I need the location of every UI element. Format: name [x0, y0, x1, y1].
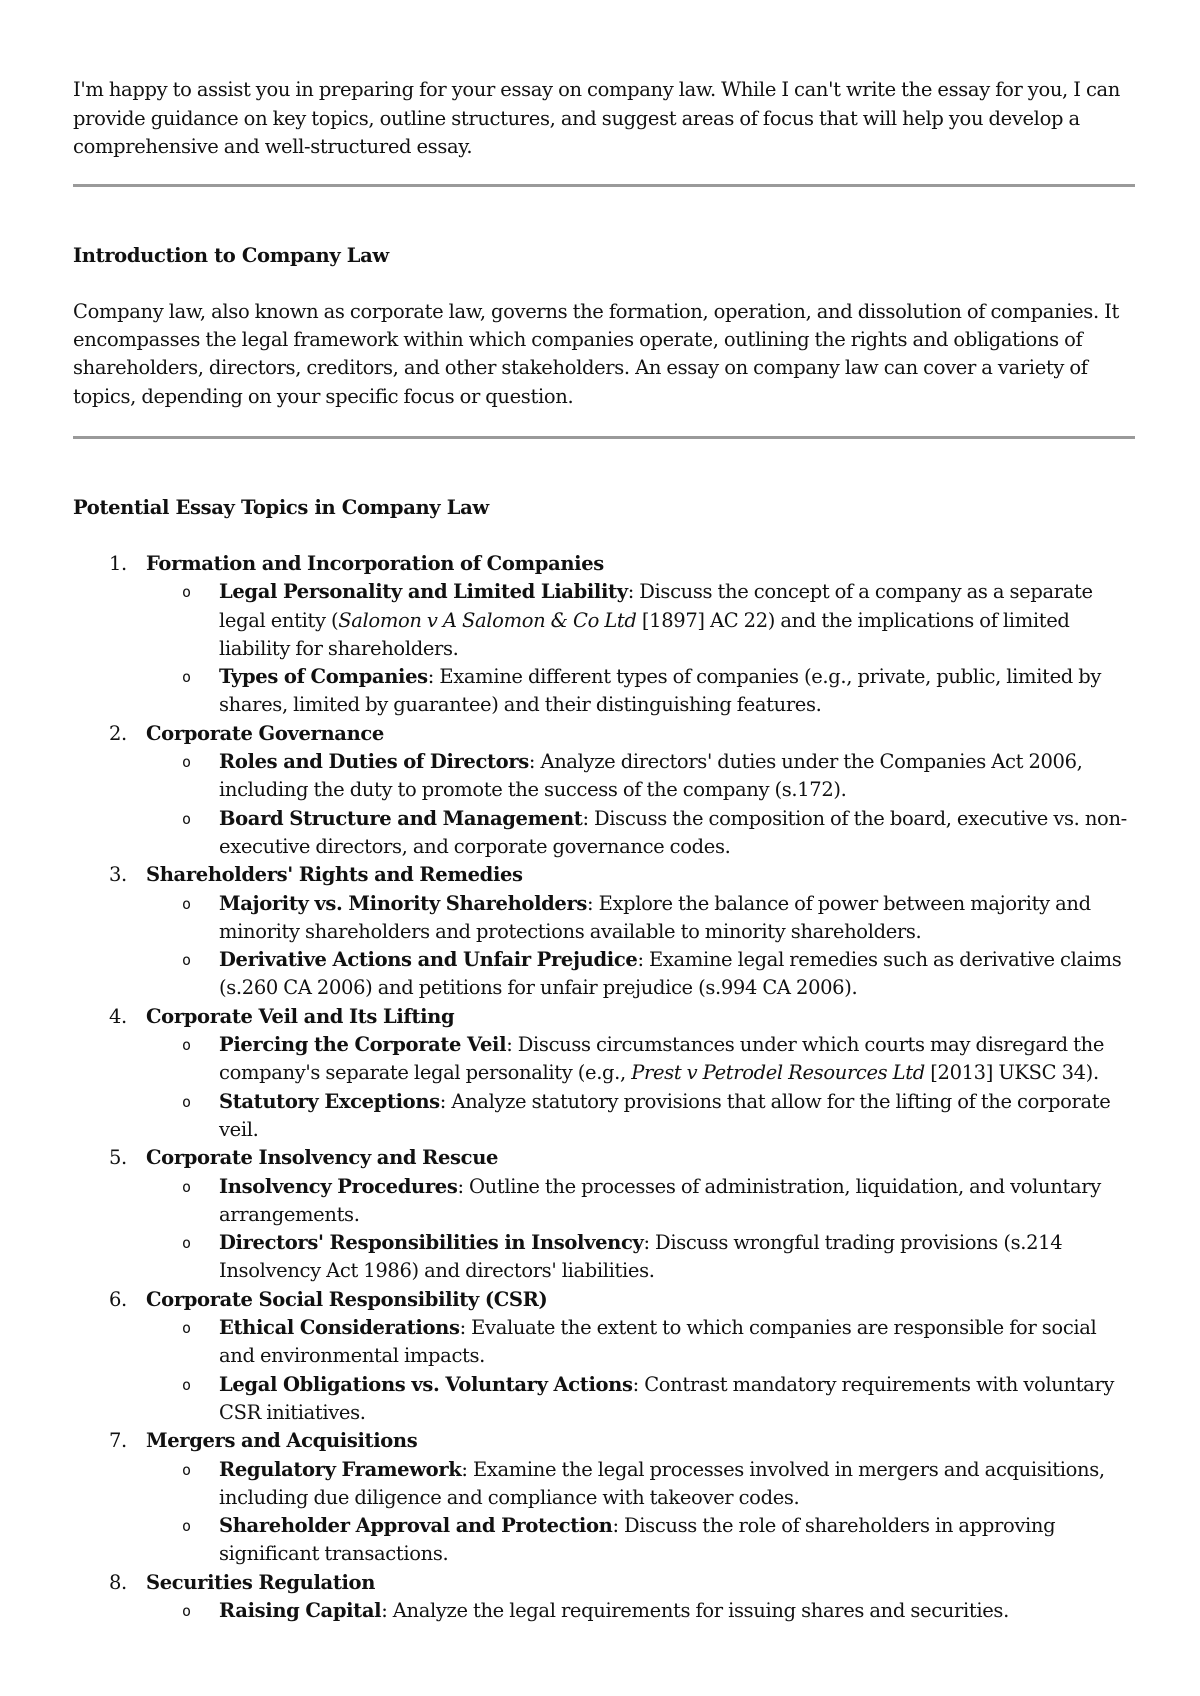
- topic-number: 4.: [109, 1004, 127, 1028]
- topic-number: 5.: [109, 1146, 127, 1170]
- topic-item: [73, 1286, 1135, 1427]
- subtopic-text: : Discuss the concept of a company as a separate legal entity (: [219, 580, 1093, 632]
- introduction-paragraph: Company law, also known as corporate law, governs the formation, operation, and dissolution of companies. It encompasses the legal framework within which companies operate, outlining the rights and obligations of shareholders, directors, creditors, and other stakeholders. An essay on company law can cover a variety of topics, depending on your specific focus or question.: [73, 300, 1119, 408]
- subtopic-list: [146, 1597, 1135, 1625]
- subtopic-item: [146, 1173, 1135, 1230]
- bullet-icon: o: [182, 894, 191, 913]
- subtopic-title: Types of Companies: [219, 665, 428, 689]
- subtopic-list: [146, 1031, 1135, 1144]
- subtopic-list: [146, 1173, 1135, 1286]
- subtopic-title: Majority vs. Minority Shareholders: [219, 891, 588, 915]
- bullet-icon: o: [182, 1177, 191, 1196]
- topic-number: 1.: [109, 552, 127, 575]
- subtopic-text: : Analyze the legal requirements for issuing shares and securities.: [381, 1598, 1009, 1622]
- subtopic-title: Roles and Duties of Directors: [219, 750, 529, 774]
- topic-title: Corporate Insolvency and Rescue: [146, 1146, 499, 1170]
- topic-item: [73, 1003, 1135, 1144]
- bullet-icon: o: [182, 1375, 191, 1394]
- bullet-icon: o: [182, 809, 191, 828]
- subtopic-title: Regulatory Framework: [219, 1457, 462, 1481]
- topic-title: Mergers and Acquisitions: [146, 1429, 418, 1453]
- subtopic-title: Derivative Actions and Unfair Prejudice: [219, 948, 638, 972]
- topic-item: [73, 1427, 1135, 1568]
- divider: [73, 184, 1135, 187]
- topic-title: Shareholders' Rights and Remedies: [146, 863, 523, 887]
- bullet-icon: o: [182, 1601, 191, 1620]
- subtopic-title: Insolvency Procedures: [219, 1174, 458, 1198]
- subtopic-title: Piercing the Corporate Veil: [219, 1033, 507, 1057]
- subtopic-item: [146, 890, 1135, 947]
- intro-paragraph: I'm happy to assist you in preparing for your essay on company law. While I can't write the essay for you, I can provide guidance on key topics, outline structures, and suggest areas of focus that will help you develop a comprehensive and well-structured essay.: [73, 78, 1121, 158]
- subtopic-item: [146, 1031, 1135, 1088]
- bullet-icon: o: [182, 951, 191, 970]
- subtopic-title: Legal Personality and Limited Liability: [219, 580, 628, 604]
- case-citation: Prest v Petrodel Resources Ltd: [631, 1061, 925, 1085]
- subtopic-title: Shareholder Approval and Protection: [219, 1514, 613, 1538]
- topic-title: Corporate Governance: [146, 721, 384, 745]
- subtopic-item: [146, 1371, 1135, 1428]
- topic-item: [73, 1569, 1135, 1626]
- subtopic-list: [146, 1314, 1135, 1427]
- bullet-icon: o: [182, 1036, 191, 1055]
- subtopic-list: [146, 748, 1135, 861]
- topic-number: 2.: [109, 721, 127, 745]
- bullet-icon: o: [182, 583, 191, 602]
- subtopic-item: [146, 805, 1135, 862]
- section-heading-topics: Potential Essay Topics in Company Law: [73, 496, 489, 519]
- subtopic-item: [146, 1088, 1135, 1145]
- subtopic-title: Legal Obligations vs. Voluntary Actions: [219, 1372, 633, 1396]
- topic-item: [73, 550, 1135, 720]
- subtopic-title: Directors' Responsibilities in Insolvency: [219, 1231, 644, 1255]
- topic-item: [73, 720, 1135, 861]
- subtopic-item: [146, 1512, 1135, 1569]
- subtopic-text: : Contrast mandatory requirements with voluntary CSR initiatives.: [219, 1372, 1115, 1424]
- bullet-icon: o: [182, 1460, 191, 1479]
- topic-title: Formation and Incorporation of Companies: [146, 552, 604, 575]
- subtopic-title: Ethical Considerations: [219, 1316, 460, 1340]
- topic-number: 7.: [109, 1429, 127, 1453]
- case-citation: Salomon v A Salomon & Co Ltd: [338, 608, 637, 632]
- subtopic-text-continued: [2013] UKSC 34).: [924, 1061, 1099, 1085]
- subtopic-item: [146, 663, 1135, 720]
- subtopic-text: : Analyze statutory provisions that allow for the lifting of the corporate veil.: [219, 1089, 1111, 1141]
- subtopic-item: [146, 1229, 1135, 1286]
- subtopic-text: : Evaluate the extent to which companies are responsible for social and environmental impacts.: [219, 1316, 1097, 1368]
- bullet-icon: o: [182, 1517, 191, 1536]
- bullet-icon: o: [182, 1092, 191, 1111]
- bullet-icon: o: [182, 753, 191, 772]
- subtopic-text-continued: [1897] AC 22) and the implications of limited liability for shareholders.: [219, 608, 1070, 660]
- topic-number: 6.: [109, 1287, 127, 1311]
- subtopic-item: [146, 1314, 1135, 1371]
- subtopic-item: [146, 1456, 1135, 1513]
- subtopic-list: [146, 890, 1135, 1003]
- topic-item: [73, 861, 1135, 1002]
- subtopic-title: Board Structure and Management: [219, 806, 583, 830]
- subtopic-text: : Examine legal remedies such as derivative claims (s.260 CA 2006) and petitions for unfair prejudice (s.994 CA 2006).: [219, 948, 1122, 1000]
- bullet-icon: o: [182, 1319, 191, 1338]
- subtopic-item: [146, 1597, 1135, 1625]
- subtopic-text: : Examine different types of companies (e.g., private, public, limited by shares, limited by guarantee) and their distinguishing features.: [219, 665, 1102, 717]
- subtopic-text: : Examine the legal processes involved in mergers and acquisitions, including due diligence and compliance with takeover codes.: [219, 1457, 1105, 1509]
- subtopic-text: : Discuss the role of shareholders in approving significant transactions.: [219, 1514, 1056, 1566]
- subtopic-list: [146, 1456, 1135, 1569]
- subtopic-text: : Explore the balance of power between majority and minority shareholders and protections available to minority shareholders.: [219, 891, 1091, 943]
- topic-title: Corporate Veil and Its Lifting: [146, 1004, 455, 1028]
- subtopic-text: : Discuss circumstances under which courts may disregard the company's separate legal personality (e.g.,: [219, 1033, 1105, 1085]
- subtopic-title: Statutory Exceptions: [219, 1089, 440, 1113]
- topic-number: 8.: [109, 1570, 127, 1594]
- divider: [73, 436, 1135, 439]
- subtopic-text: : Analyze directors' duties under the Companies Act 2006, including the duty to promote the success of the company (s.172).: [219, 750, 1083, 802]
- bullet-icon: o: [182, 1234, 191, 1253]
- topic-number: 3.: [109, 863, 127, 887]
- subtopic-text: : Outline the processes of administration, liquidation, and voluntary arrangements.: [219, 1174, 1101, 1226]
- subtopic-text: : Discuss the composition of the board, executive vs. non-executive directors, and corporate governance codes.: [219, 806, 1127, 858]
- bullet-icon: o: [182, 668, 191, 687]
- subtopic-list: [146, 578, 1135, 719]
- subtopic-title: Raising Capital: [219, 1598, 382, 1622]
- subtopic-text: : Discuss wrongful trading provisions (s.214 Insolvency Act 1986) and directors' liabilities.: [219, 1231, 1063, 1283]
- topic-title: Corporate Social Responsibility (CSR): [146, 1287, 548, 1311]
- topics-list: [73, 550, 1135, 1625]
- subtopic-item: [146, 748, 1135, 805]
- topic-item: [73, 1144, 1135, 1285]
- topic-title: Securities Regulation: [146, 1570, 376, 1594]
- section-heading-introduction: Introduction to Company Law: [73, 244, 389, 267]
- subtopic-item: [146, 946, 1135, 1003]
- subtopic-item: [146, 578, 1135, 663]
